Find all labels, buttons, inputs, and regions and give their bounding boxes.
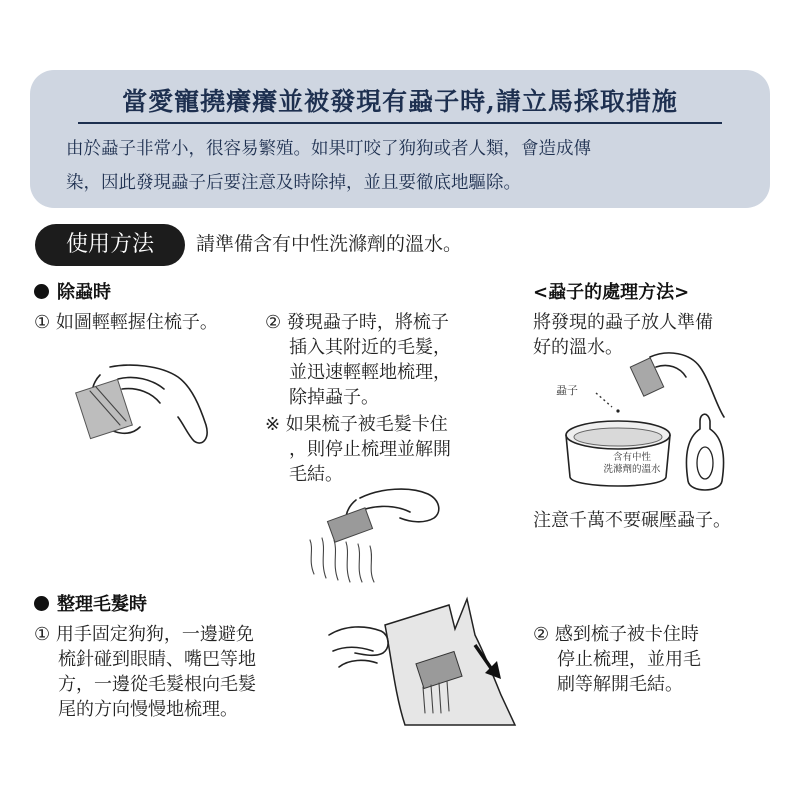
disposal-description: 將發現的蝨子放人準備 好的溫水。 <box>533 312 713 358</box>
header-banner <box>30 70 770 208</box>
bullet-icon <box>34 596 49 611</box>
grooming-step-2: ② 感到梳子被卡住時 停止梳理，並用毛 刷等解開毛結。 <box>533 624 701 695</box>
banner-body-line: 由於蝨子非常小，很容易繁殖。如果叮咬了狗狗或者人類，會造成傳 <box>66 139 591 159</box>
remove-step-2: ② 發現蝨子時，將梳子 插入其附近的毛髮， 並迅速輕輕地梳理， 除掉蝨子。 <box>265 312 451 408</box>
hand-holding-comb-illustration <box>60 355 220 455</box>
bullet-icon <box>34 284 49 299</box>
flea-label: 蝨子 <box>556 384 578 397</box>
comb-in-fur-illustration <box>300 478 450 588</box>
usage-intro: 請準備含有中性洗滌劑的溫水。 <box>196 233 463 255</box>
grooming-step-1: ① 用手固定狗狗，一邊避免 梳針碰到眼睛、嘴巴等地 方，一邊從毛髮根向毛髮 尾的方向慢慢地梳理。 <box>34 624 256 720</box>
disposal-warning: 注意千萬不要碾壓蝨子。 <box>533 510 731 531</box>
disposal-heading: <蝨子的處理方法> <box>533 282 690 303</box>
remove-note: ※ 如果梳子被毛髮卡住 ，則停止梳理並解開 毛結。 <box>265 414 451 485</box>
banner-divider <box>78 122 722 124</box>
usage-label: 使用方法 <box>35 224 185 266</box>
water-bowl-illustration <box>560 345 780 505</box>
banner-body-line: 染，因此發現蝨子后要注意及時除掉，並且要徹底地驅除。 <box>66 173 521 193</box>
banner-title: 當愛寵撓癢癢並被發現有蝨子時,請立馬採取措施 <box>122 87 678 116</box>
bowl-label: 含有中性 洗滌劑的溫水 <box>603 452 661 475</box>
grooming-heading: 整理毛髮時 <box>34 590 147 616</box>
banner-body <box>66 132 746 200</box>
remove-fleas-heading: 除蝨時 <box>34 278 111 304</box>
remove-step-1: ① 如圖輕輕握住梳子。 <box>34 312 218 333</box>
dog-grooming-illustration <box>325 595 525 735</box>
